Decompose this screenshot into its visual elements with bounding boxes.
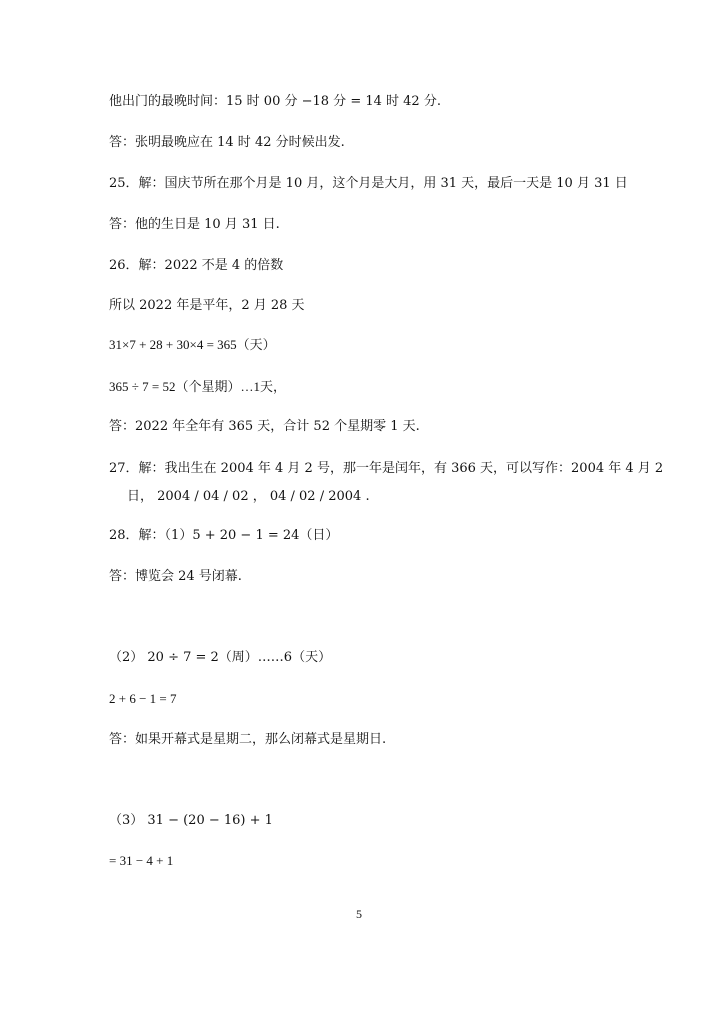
equation-weekday: 2 + 6 − 1 = 7 xyxy=(109,691,177,706)
equation-part-3-step: = 31 − 4 + 1 xyxy=(109,853,174,868)
solution-26: 26．解：2022 不是 4 的倍数 xyxy=(109,258,284,273)
text-line-common-year: 所以 2022 年是平年，2 月 28 天 xyxy=(109,298,305,313)
equation-days-total: 31×7 + 28 + 30×4 = 365（天） xyxy=(109,337,276,352)
solution-28-part-1: 28．解：（1）5 + 20 − 1 = 24（日） xyxy=(109,528,339,543)
solution-28-part-2: （2） 20 ÷ 7 = 2（周）……6（天） xyxy=(109,650,332,665)
equation-weeks: 365 ÷ 7 = 52（个星期）…1天， xyxy=(109,379,286,394)
answer-line-28-part-2: 答：如果开幕式是星期二，那么闭幕式是星期日. xyxy=(109,732,387,747)
answer-line-28-part-1: 答：博览会 24 号闭幕. xyxy=(109,569,242,584)
answer-line-24: 答：张明最晚应在 14 时 42 分时候出发. xyxy=(109,135,345,150)
solution-27: 27．解：我出生在 2004 年 4 月 2 号，那一年是闰年，有 366 天，可以写作：2004 年 4 月 2 xyxy=(109,461,664,476)
solution-27-continued: 日， 2004 / 04 / 02 ， 04 / 02 / 2004 . xyxy=(127,489,370,504)
solution-28-part-3: （3） 31 − (20 − 16) + 1 xyxy=(109,813,273,828)
text-line-departure-time: 他出门的最晚时间：15 时 00 分 −18 分 = 14 时 42 分. xyxy=(109,94,441,109)
solution-25: 25．解：国庆节所在那个月是 10 月，这个月是大月，用 31 天，最后一天是 10 月 31 日 xyxy=(109,176,628,191)
answer-line-25: 答：他的生日是 10 月 31 日. xyxy=(109,217,280,232)
answer-line-26: 答：2022 年全年有 365 天，合计 52 个星期零 1 天. xyxy=(109,419,420,434)
page-number: 5 xyxy=(356,907,362,921)
